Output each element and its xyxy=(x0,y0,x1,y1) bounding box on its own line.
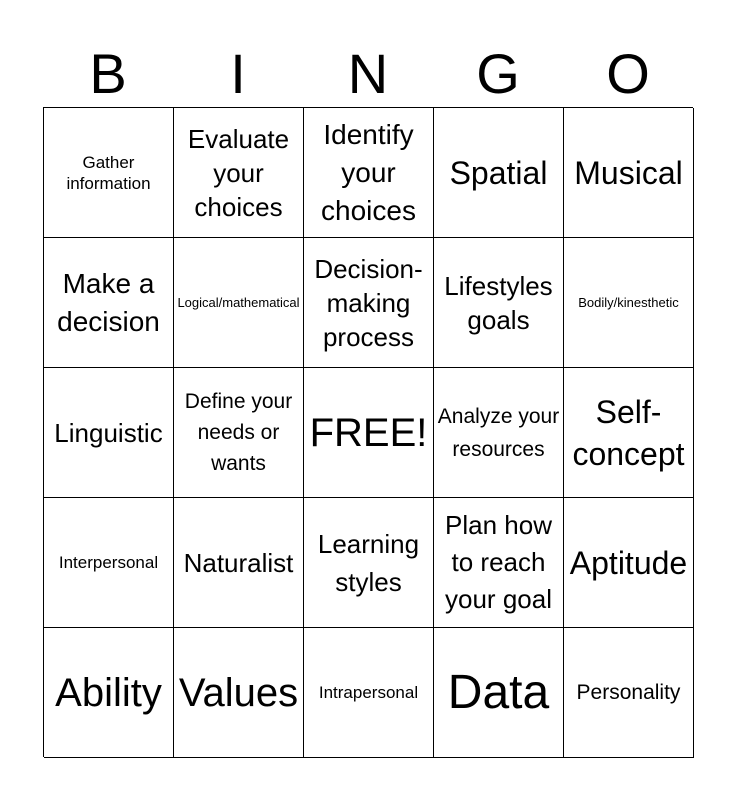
bingo-cell[interactable] xyxy=(564,238,694,368)
cell-text: Gather information xyxy=(66,152,151,193)
cell-text: Define your needs or wants xyxy=(184,390,293,475)
cell-text: Intrapersonal xyxy=(318,683,419,702)
header-letter-n: N xyxy=(347,42,389,105)
bingo-header xyxy=(43,40,693,108)
cell-text: Spatial xyxy=(449,154,548,191)
bingo-cell[interactable] xyxy=(564,108,694,238)
cell-text: Data xyxy=(447,665,550,719)
cell-text: Values xyxy=(178,670,299,715)
cell-text: Linguistic xyxy=(54,417,163,448)
cell-text: Musical xyxy=(574,154,683,191)
header-letter-g: G xyxy=(476,42,520,105)
bingo-cell[interactable] xyxy=(44,108,174,238)
bingo-cell[interactable] xyxy=(44,368,174,498)
cell-text: Aptitude xyxy=(569,544,688,581)
bingo-cell[interactable] xyxy=(564,628,694,758)
bingo-cell[interactable] xyxy=(304,628,434,758)
bingo-cell[interactable] xyxy=(434,498,564,628)
cell-text: FREE! xyxy=(309,410,428,455)
cell-text: Decision-making process xyxy=(314,253,423,352)
bingo-board xyxy=(43,107,693,757)
bingo-cell[interactable] xyxy=(174,238,304,368)
header-letter-o: O xyxy=(606,42,650,105)
bingo-cell[interactable] xyxy=(174,628,304,758)
bingo-cell[interactable] xyxy=(174,368,304,498)
bingo-cell[interactable] xyxy=(564,368,694,498)
bingo-cell[interactable] xyxy=(304,108,434,238)
cell-text: Evaluate your choices xyxy=(187,123,290,222)
cell-text: Personality xyxy=(576,680,681,704)
cell-text: Plan how to reach your goal xyxy=(445,510,552,614)
header-letter-i: I xyxy=(230,42,246,105)
header-letter-b: B xyxy=(89,42,127,105)
bingo-cell[interactable] xyxy=(174,498,304,628)
bingo-cell[interactable] xyxy=(434,238,564,368)
bingo-cell[interactable] xyxy=(44,628,174,758)
cell-text: Bodily/kinesthetic xyxy=(578,294,679,310)
cell-text: Lifestyles goals xyxy=(444,270,553,335)
bingo-cell[interactable] xyxy=(304,368,434,498)
cell-text: Self-concept xyxy=(572,393,685,472)
cell-text: Learning styles xyxy=(317,528,420,597)
bingo-cell[interactable] xyxy=(44,498,174,628)
cell-text: Identify your choices xyxy=(321,118,416,226)
bingo-cell[interactable] xyxy=(434,628,564,758)
cell-text: Ability xyxy=(55,670,162,715)
cell-text: Logical/mathematical xyxy=(177,294,300,310)
bingo-cell[interactable] xyxy=(174,108,304,238)
cell-text: Make a decision xyxy=(57,267,160,337)
bingo-cell[interactable] xyxy=(434,368,564,498)
cell-text: Analyze your resources xyxy=(437,404,560,461)
bingo-cell[interactable] xyxy=(44,238,174,368)
bingo-cell[interactable] xyxy=(434,108,564,238)
cell-text: Naturalist xyxy=(183,547,294,578)
bingo-cell[interactable] xyxy=(304,498,434,628)
cell-text: Interpersonal xyxy=(58,553,159,572)
bingo-cell[interactable] xyxy=(564,498,694,628)
bingo-cell[interactable] xyxy=(304,238,434,368)
